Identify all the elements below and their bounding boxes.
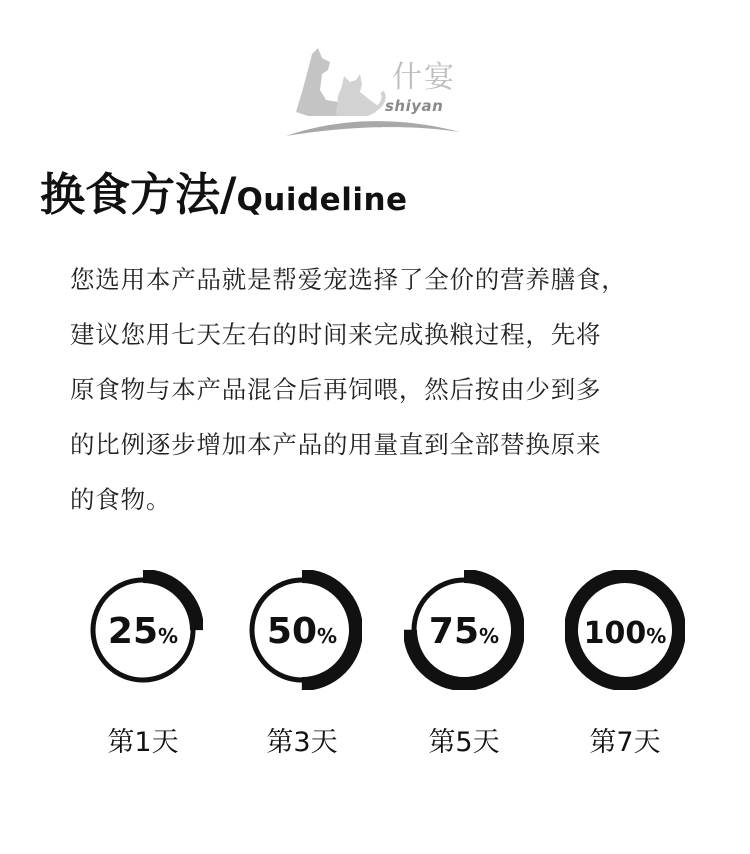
paragraph-line: 原食物与本产品混合后再饲喂，然后按由少到多 bbox=[70, 375, 602, 404]
progress-percent-number: 75 bbox=[428, 611, 480, 652]
progress-percent-number: 25 bbox=[107, 611, 159, 652]
progress-percent-number: 100 bbox=[583, 616, 647, 651]
brand-logo-english: shiyan bbox=[385, 97, 444, 115]
progress-percent-text bbox=[267, 611, 337, 652]
progress-ring bbox=[242, 570, 362, 690]
progress-ring bbox=[404, 570, 524, 690]
step-label: 第1天 bbox=[107, 727, 179, 758]
progress-percent-unit: % bbox=[317, 624, 338, 648]
progress-percent-text bbox=[108, 611, 178, 652]
step-label: 第3天 bbox=[266, 727, 338, 758]
step-label: 第7天 bbox=[589, 727, 661, 758]
step-day-3 bbox=[222, 570, 382, 770]
step-day-5 bbox=[384, 570, 544, 770]
progress-percent-unit: % bbox=[479, 624, 500, 648]
title-chinese: 换食方法/ bbox=[40, 168, 237, 221]
progress-percent-unit: % bbox=[158, 624, 179, 648]
step-label: 第5天 bbox=[428, 727, 500, 758]
page-title bbox=[40, 158, 408, 223]
step-day-7 bbox=[545, 570, 705, 770]
paragraph-line: 建议您用七天左右的时间来完成换粮过程，先将 bbox=[70, 320, 602, 349]
progress-ring bbox=[83, 570, 203, 690]
progress-percent-number: 50 bbox=[266, 611, 318, 652]
transition-steps bbox=[0, 570, 750, 770]
paragraph-line: 的食物。 bbox=[70, 485, 172, 514]
progress-percent-text bbox=[584, 616, 667, 651]
brand-logo-chinese: 什宴 bbox=[392, 60, 456, 95]
title-english: Quideline bbox=[236, 182, 408, 218]
progress-ring bbox=[565, 570, 685, 690]
progress-percent-text bbox=[429, 611, 499, 652]
progress-percent-unit: % bbox=[646, 624, 667, 648]
step-day-1 bbox=[63, 570, 223, 770]
instruction-paragraph bbox=[70, 252, 700, 527]
paragraph-line: 的比例逐步增加本产品的用量直到全部替换原来 bbox=[70, 430, 602, 459]
paragraph-line: 您选用本产品就是帮爱宠选择了全价的营养膳食， bbox=[70, 265, 627, 294]
